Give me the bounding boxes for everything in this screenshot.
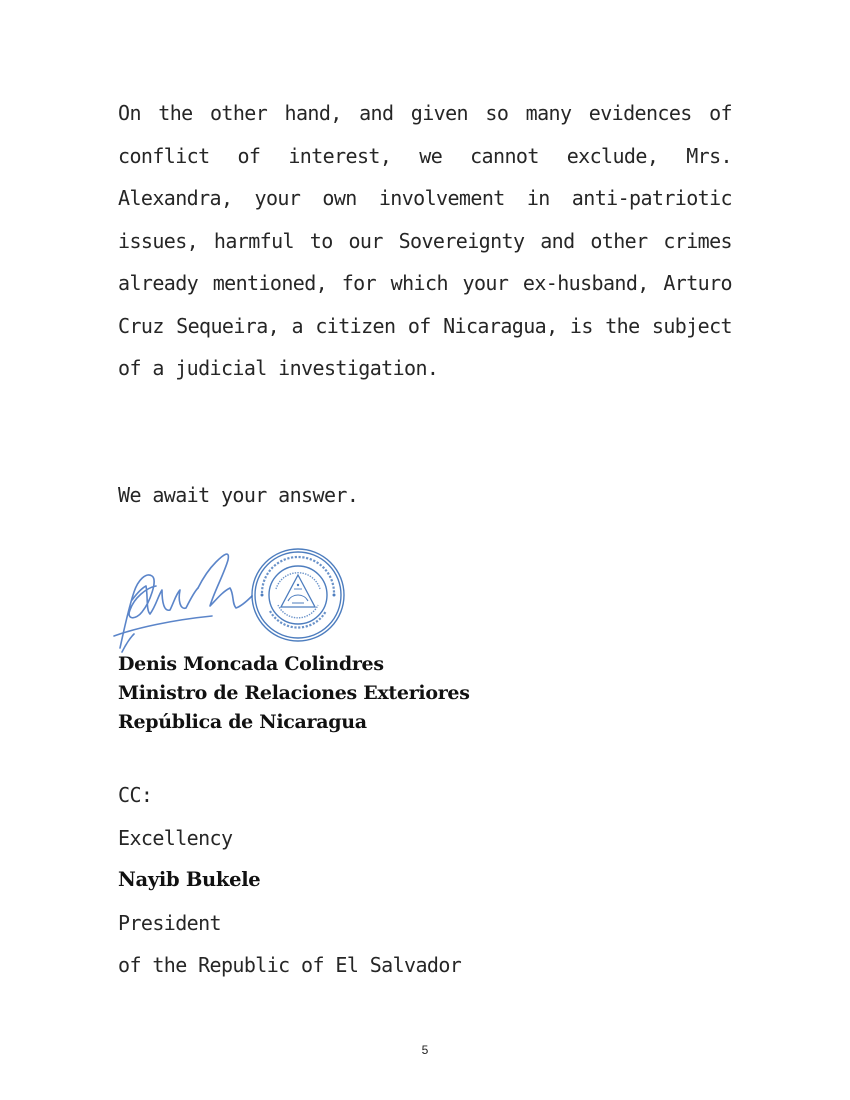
cc-label: CC: <box>118 783 153 807</box>
page-number: 5 <box>421 1043 429 1057</box>
signer-country: República de Nicaragua <box>118 711 367 733</box>
signer-name: Denis Moncada Colindres <box>118 653 384 675</box>
letter-paragraph: On the other hand, and given so many evidences of conflict of interest, we cannot exclude, Mrs. Alexandra, your own involvement in anti-patriotic issues, harmful to our Sovereignty and other crimes already mentioned, for which your ex-husband, Arturo Cruz Sequeira, a citizen of Nicaragua, is the subject of a judicial investigation. <box>118 101 732 380</box>
cc-office: of the Republic of El Salvador <box>118 953 462 977</box>
signer-title: Ministro de Relaciones Exteriores <box>118 682 470 704</box>
signature-and-seal <box>112 540 352 655</box>
cc-recipient-name: Nayib Bukele <box>118 868 261 891</box>
cc-position: President <box>118 910 221 935</box>
cc-block <box>118 774 461 987</box>
closing-line: We await your answer. <box>118 483 359 507</box>
signer-block <box>118 650 470 737</box>
ministry-seal <box>248 545 348 645</box>
cc-honorific: Excellency <box>118 825 233 850</box>
